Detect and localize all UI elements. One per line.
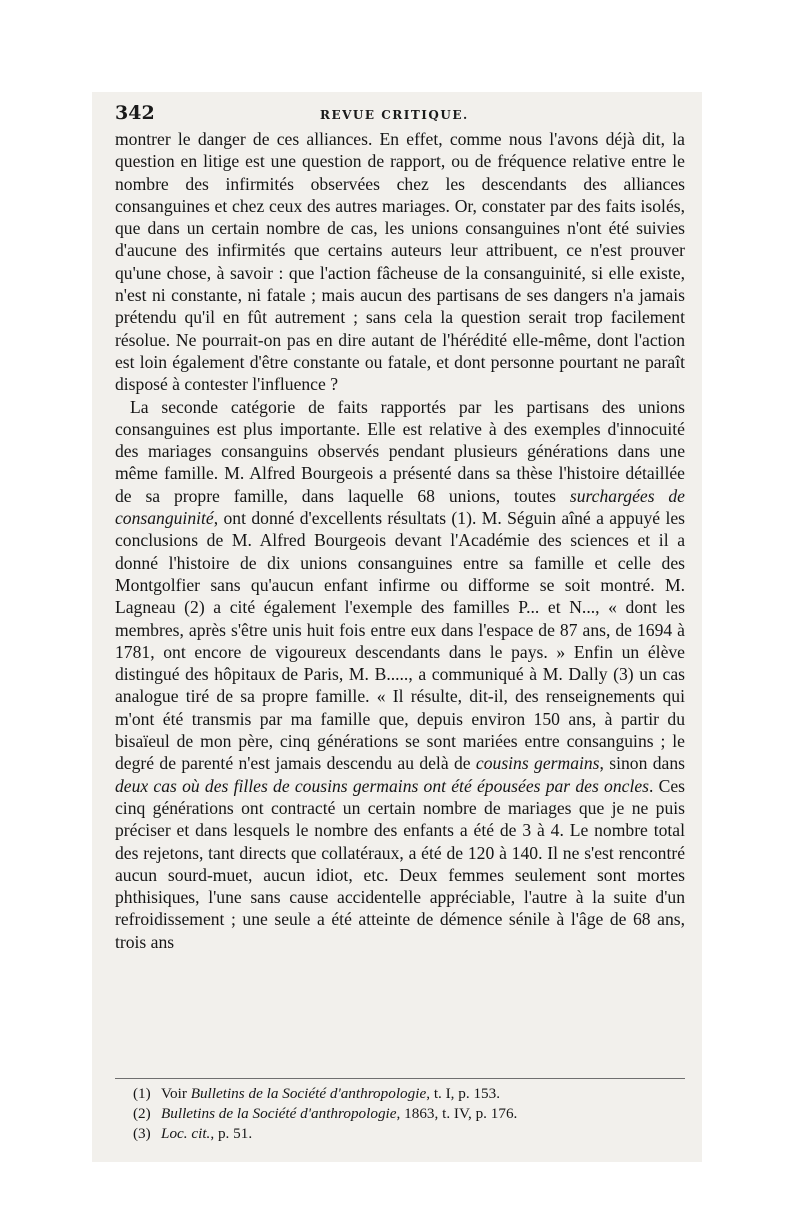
footnote-text: Voir — [161, 1085, 191, 1102]
footnote-separator — [115, 1078, 685, 1079]
footnote-text: , t. I, p. 153. — [426, 1085, 501, 1102]
footnote — [133, 1124, 678, 1144]
paragraph — [115, 396, 685, 953]
footnote-italic: Bulletins de la Société d'anthropologie — [161, 1105, 397, 1122]
running-title: REVUE CRITIQUE. — [320, 108, 469, 122]
footnote-italic: Bulletins de la Société d'anthropologie — [190, 1085, 427, 1102]
italic-phrase: cousins germains — [475, 753, 600, 774]
footnote-number: (1) — [133, 1085, 151, 1102]
footnotes — [133, 1084, 678, 1144]
italic-phrase: deux cas où des filles de cousins germains ont été épousées par des oncles — [115, 775, 649, 796]
text-segment: montrer le danger de ces alliances. En effet, comme nous l'avons déjà dit, la question en litige est une question de rapport, ou de fréquence relative entre le nombre des infirmités observées chez les descendants des alliances consanguines et chez ceux des autres mariages. Or, constater par des faits isolés, que dans un certain nombre de cas, les unions consanguines n'ont été suivies d'aucune des infirmités que certains auteurs leur attribuent, ce n'est prouver qu'une chose, à savoir : que l'action fâcheuse de la consanguinité, si elle existe, n'est ni constante, ni fatale ; mais aucun des partisans de ses dangers n'a jamais prétendu qu'il en fût autrement ; sans cela la question serait trop facilement résolue. Ne pourrait-on pas en dire autant de l'hérédité elle-même, dont l'action est loin également d'être constante ou fatale, et dont personne pourtant ne paraît disposé à contester l'influence ? — [115, 129, 685, 395]
body-text — [115, 128, 685, 953]
footnote-italic: Loc. cit. — [161, 1125, 211, 1142]
italic-phrase: surchargées de consanguinité — [115, 485, 685, 529]
footnote — [133, 1104, 678, 1124]
footnote-number: (3) — [133, 1125, 151, 1142]
footnote — [133, 1084, 678, 1104]
text-segment: , sinon dans — [599, 753, 685, 774]
text-segment: , ont donné d'excellents résultats (1). M. Séguin aîné a appuyé les conclusions de M. Alfred Bourgeois devant l'Académie des sciences et il a donné l'histoire de dix unions consanguines entre sa famille et celle des Montgolfier sans qu'aucun enfant infirme ou difforme se soit montré. M. Lagneau (2) a cité également l'exemple des familles P... et N..., « dont les membres, après s'être unis huit fois entre eux dans l'espace de 87 ans, de 1694 à 1781, ont encore de vigoureux descendants dans le pays. » Enfin un élève distingué des hôpitaux de Paris, M. B....., a communiqué à M. Dally (3) un cas analogue tiré de sa propre famille. « Il résulte, dit-il, des renseignements qui m'ont été transmis par ma famille que, depuis environ 150 ans, à partir du bisaïeul de mon père, cinq générations se sont mariées entre consanguins ; le degré de parenté n'est jamais descendu au delà de — [115, 508, 685, 774]
text-segment: . Ces cinq générations ont contracté un certain nombre de mariages que je ne puis préciser et dans lesquels le nombre des enfants a été de 3 à 4. Le nombre total des rejetons, tant directs que collatéraux, a été de 120 à 140. Il ne s'est rencontré aucun sourd-muet, aucun idiot, etc. Deux femmes seulement sont mortes phthisiques, l'une sans cause accidentelle appréciable, l'autre à la suite d'un refroidissement ; une seule a été atteinte de démence sénile à l'âge de 68 ans, trois ans — [115, 775, 686, 952]
footnote-text: , p. 51. — [210, 1125, 253, 1142]
paragraph — [115, 128, 685, 396]
text-segment: La seconde catégorie de faits rapportés par les partisans des unions consanguines est plus importante. Elle est relative à des exemples d'innocuité des mariages consanguins observés pendant plusieurs générations dans une même famille. M. Alfred Bourgeois a présenté dans sa thèse l'histoire détaillée de sa propre famille, dans laquelle 68 unions, toutes — [115, 396, 685, 506]
page-number: 342 — [115, 102, 155, 124]
footnote-number: (2) — [133, 1105, 151, 1122]
footnote-text: , 1863, t. IV, p. 176. — [396, 1105, 518, 1122]
page-header — [115, 102, 700, 126]
